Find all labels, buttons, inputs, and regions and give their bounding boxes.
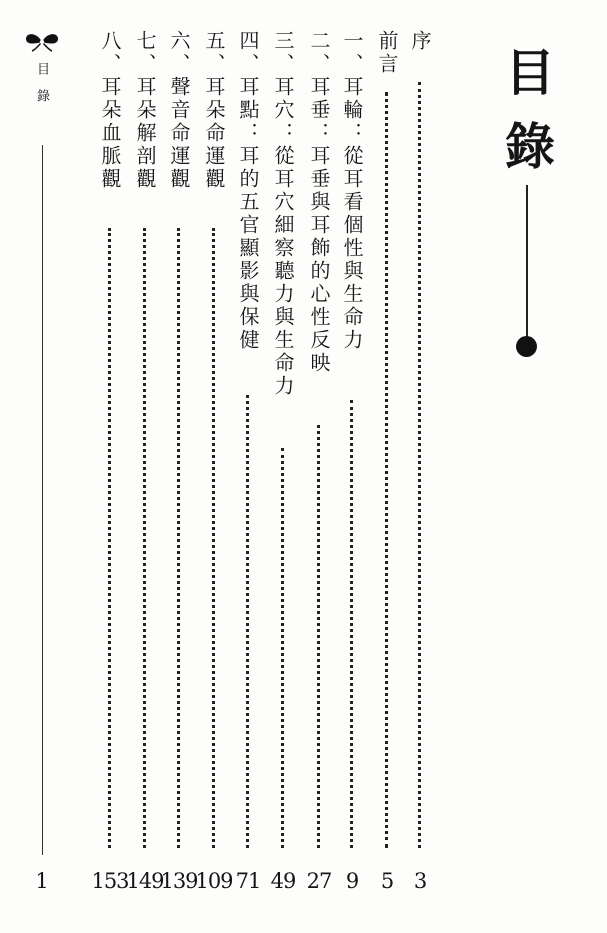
toc-entry-page: 3 (413, 869, 427, 893)
toc-entry[interactable] (304, 0, 334, 933)
toc-entry-page: 153 (91, 869, 129, 893)
toc-entry-page: 27 (306, 869, 332, 893)
running-rule (42, 145, 43, 855)
toc-entry[interactable] (268, 0, 298, 933)
toc-entry[interactable] (337, 0, 367, 933)
toc-leader-dots (246, 395, 249, 848)
toc-entry-page: 109 (195, 869, 233, 893)
toc-entry-page: 71 (235, 869, 261, 893)
toc-entry[interactable] (126, 0, 164, 933)
ornament-icon (23, 30, 61, 52)
toc-entry-title: 七、耳朵解剖觀 (133, 30, 157, 191)
toc-entry[interactable] (160, 0, 198, 933)
toc-leader-dots (350, 400, 353, 848)
toc-entry[interactable] (233, 0, 263, 933)
toc-entry-title: 前言 (375, 30, 399, 76)
toc-leader-dots (212, 228, 215, 848)
toc-entry[interactable] (91, 0, 129, 933)
toc-entry-title: 序 (408, 30, 432, 53)
toc-entry-title: 二、耳垂：耳垂與耳飾的心性反映 (307, 30, 331, 375)
toc-entry-page: 149 (126, 869, 164, 893)
toc-leader-dots (418, 82, 421, 848)
toc-leader-dots (143, 228, 146, 848)
toc-entry[interactable] (195, 0, 233, 933)
toc-entry[interactable] (405, 0, 435, 933)
toc-leader-dots (281, 448, 284, 848)
toc-leader-dots (177, 228, 180, 848)
running-head: 目錄 (34, 62, 49, 116)
toc-leader-dots (108, 228, 111, 848)
toc-leader-dots (317, 425, 320, 848)
page-title-char-1: 目 (505, 43, 555, 102)
page-title-char-2: 錄 (505, 117, 555, 176)
toc-entry-title: 五、耳朵命運觀 (202, 30, 226, 191)
title-bullet (516, 336, 537, 357)
page-number: 1 (35, 869, 49, 893)
toc-entry-title: 一、耳輪：從耳看個性與生命力 (340, 30, 364, 352)
title-rule (526, 185, 528, 341)
toc-entry-title: 三、耳穴：從耳穴細察聽力與生命力 (271, 30, 295, 398)
toc-leader-dots (385, 92, 388, 848)
toc-entry-page: 49 (270, 869, 296, 893)
toc-entry[interactable] (372, 0, 402, 933)
toc-entry-title: 四、耳點：耳的五官顯影與保健 (236, 30, 260, 352)
toc-entry-page: 9 (345, 869, 359, 893)
toc-entry-page: 5 (380, 869, 394, 893)
toc-entry-title: 六、聲音命運觀 (167, 30, 191, 191)
toc-entry-title: 八、耳朵血脈觀 (98, 30, 122, 191)
toc-entry-page: 139 (160, 869, 198, 893)
